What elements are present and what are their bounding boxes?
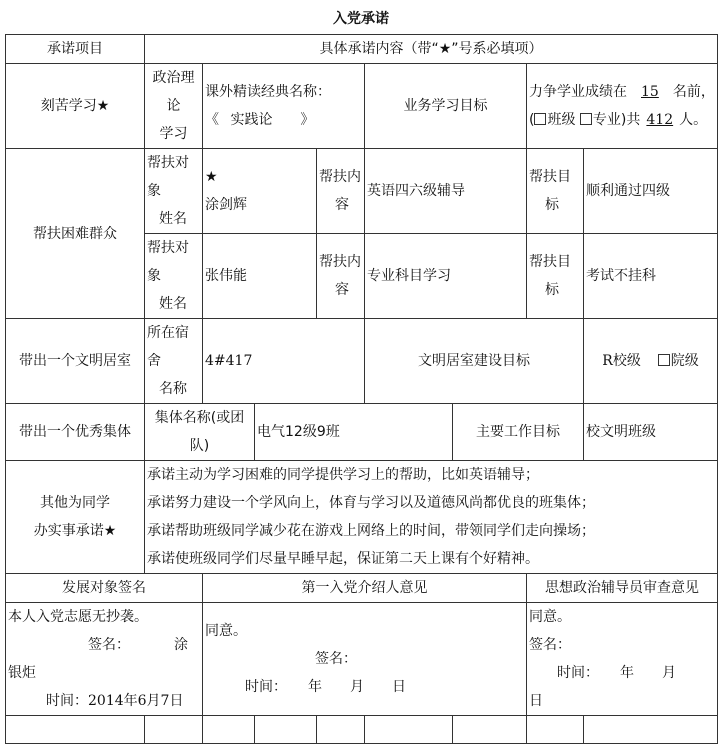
dorm-row xyxy=(6,319,718,404)
dorm-label: 带出一个文明居室 xyxy=(6,319,145,404)
college-level-label: 院级 xyxy=(670,353,699,369)
empty-footer-row xyxy=(6,716,718,744)
collective-name: 电气12级9班 xyxy=(255,404,453,461)
classic-reading-cell: 课外精读经典名称： 《 实践论 》 xyxy=(203,64,365,149)
page-title: 入党承诺 xyxy=(333,11,389,27)
classic-prefix: 课外精读经典名称： xyxy=(205,84,331,100)
empty-cell xyxy=(527,716,584,744)
study-goal-label: 业务学习目标 xyxy=(365,64,527,149)
help-target-label-2: 帮扶对象 姓名 xyxy=(145,234,203,319)
empty-cell xyxy=(453,716,527,744)
candidate-signer: 涂银炬 xyxy=(8,637,188,681)
dorm-name-label: 所在宿舍 名称 xyxy=(145,319,203,404)
help-target-name-2: 张伟能 xyxy=(203,234,317,319)
help-row-1 xyxy=(6,149,718,234)
dorm-name: 4#417 xyxy=(203,319,365,404)
school-level-mark[interactable]: R xyxy=(602,353,613,369)
introducer-opinion: 同意。 签名： 时间： 年 月 日 xyxy=(203,603,527,716)
help-goal-1: 顺利通过四级 xyxy=(584,149,718,234)
major-checkbox[interactable] xyxy=(580,113,592,125)
help-target-name-1: ★ 涂剑辉 xyxy=(203,149,317,234)
signature-header-row xyxy=(6,574,718,603)
other-label: 其他为同学 办实事承诺★ xyxy=(6,461,145,574)
signature-body-row xyxy=(6,603,718,716)
counselor-opinion: 同意。 签名： 时间： 年 月 日 xyxy=(527,603,718,716)
help-goal-label-1: 帮扶目 标 xyxy=(527,149,584,234)
pledge-line: 承诺主动为学习困难的同学提供学习上的帮助，比如英语辅导； xyxy=(147,467,539,483)
sig-header-counselor: 思想政治辅导员审查意见 xyxy=(527,574,718,603)
help-content-2: 专业科目学习 xyxy=(365,234,527,319)
pledge-line: 承诺使班级同学们尽量早睡早起，保证第二天上课有个好精神。 xyxy=(147,551,539,567)
total-value: 412 xyxy=(646,112,674,128)
pledge-line: 承诺努力建设一个学风向上，体育与学习以及道德风尚都优良的班集体； xyxy=(147,495,595,511)
empty-cell xyxy=(317,716,365,744)
sig-header-introducer: 第一入党介绍人意见 xyxy=(203,574,527,603)
dorm-goal-options xyxy=(584,319,718,404)
help-content-1: 英语四六级辅导 xyxy=(365,149,527,234)
collective-name-label: 集体名称(或团 队) xyxy=(145,404,255,461)
required-star: ★ xyxy=(205,169,218,185)
help-content-label-1: 帮扶内 容 xyxy=(317,149,365,234)
pledge-line: 承诺帮助班级同学减少花在游戏上网络上的时间，带领同学们走向操场； xyxy=(147,523,595,539)
dorm-goal-label: 文明居室建设目标 xyxy=(365,319,584,404)
empty-cell xyxy=(145,716,203,744)
candidate-signature: 本人入党志愿无抄袭。 签名： 涂银炬 时间：2014年6月7日 xyxy=(6,603,203,716)
pledge-form-table xyxy=(5,34,718,744)
help-content-label-2: 帮扶内 容 xyxy=(317,234,365,319)
collective-row xyxy=(6,404,718,461)
empty-cell xyxy=(6,716,145,744)
help-goal-2: 考试不挂科 xyxy=(584,234,718,319)
candidate-date: 2014年6月7日 xyxy=(88,693,184,709)
study-goal-cell: 力争学业成绩在 15 名前， ( 班级 专业)共 412 人。 xyxy=(527,64,718,149)
classic-name: 实践论 xyxy=(230,112,273,128)
sig-header-candidate: 发展对象签名 xyxy=(6,574,203,603)
header-content: 具体承诺内容（带“★”号系必填项） xyxy=(145,35,718,64)
politics-label: 政治理论 学习 xyxy=(145,64,203,149)
school-level-label: 校级 xyxy=(612,353,641,369)
help-label: 帮扶困难群众 xyxy=(6,149,145,319)
other-pledges xyxy=(145,461,718,574)
college-level-checkbox[interactable] xyxy=(658,354,670,366)
empty-cell xyxy=(365,716,453,744)
collective-goal: 校文明班级 xyxy=(584,404,718,461)
study-row xyxy=(6,64,718,149)
empty-cell xyxy=(584,716,718,744)
help-goal-label-2: 帮扶目 标 xyxy=(527,234,584,319)
help-target-label-1: 帮扶对象 姓名 xyxy=(145,149,203,234)
empty-cell xyxy=(255,716,317,744)
rank-value: 15 xyxy=(641,84,659,100)
class-checkbox[interactable] xyxy=(534,113,546,125)
collective-label: 带出一个优秀集体 xyxy=(6,404,145,461)
collective-goal-label: 主要工作目标 xyxy=(453,404,584,461)
header-row xyxy=(6,35,718,64)
other-row xyxy=(6,461,718,574)
empty-cell xyxy=(203,716,255,744)
header-item: 承诺项目 xyxy=(6,35,145,64)
study-label: 刻苦学习★ xyxy=(6,64,145,149)
candidate-statement: 本人入党志愿无抄袭。 xyxy=(8,609,148,625)
